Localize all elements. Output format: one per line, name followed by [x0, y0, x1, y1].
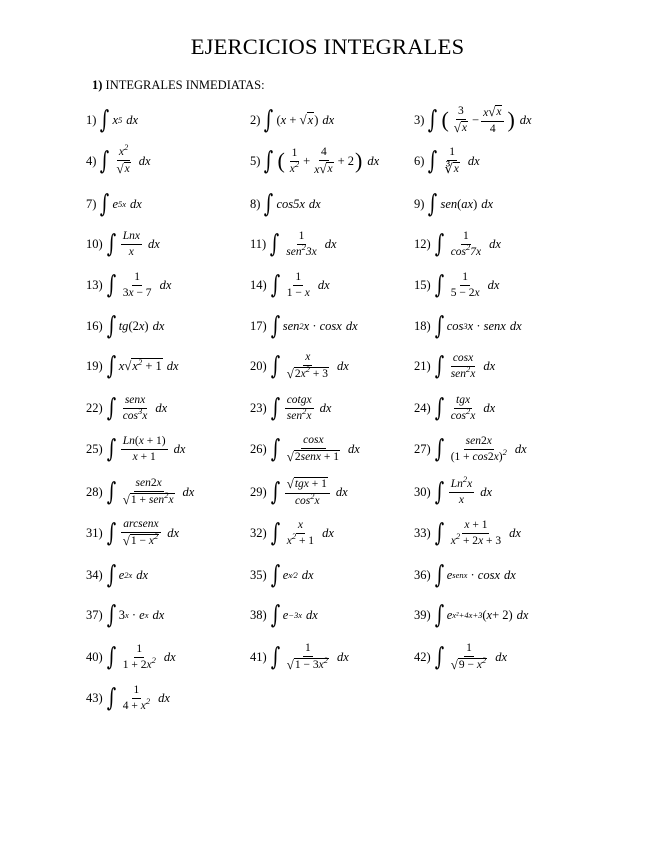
exercise-expression: $\frac{x}{x^2 + 1}$ dx	[286, 519, 334, 547]
integral-sign: ∫	[106, 517, 116, 547]
integral-sign: ∫	[106, 433, 116, 463]
exercise-item	[414, 637, 507, 677]
exercise-item	[86, 678, 170, 718]
exercise-expression: $\frac{1}{\cos^27x}$ dx	[450, 230, 501, 258]
exercise-expression: cos 3 x · senx dx	[446, 318, 522, 333]
integral-sign: ∫	[434, 310, 444, 340]
integral-sign: ∫	[270, 310, 280, 340]
exercise-item	[250, 429, 360, 469]
integral-sign: ∫	[270, 641, 280, 671]
exercise-label: 41)	[250, 649, 267, 664]
integral-sign: ∫	[434, 559, 444, 589]
exercise-item	[414, 472, 492, 512]
integral-sign: ∫	[270, 350, 280, 380]
exercise-item	[414, 513, 521, 553]
exercise-item	[86, 224, 160, 264]
exercise-label: 25)	[86, 441, 103, 456]
integral-sign: ∫	[434, 392, 444, 422]
integral-sign: ∫	[106, 682, 116, 712]
exercise-label: 4)	[86, 153, 97, 168]
exercise-label: 28)	[86, 484, 103, 499]
exercise-label: 21)	[414, 358, 431, 373]
integral-sign: ∫	[434, 641, 444, 671]
integral-sign: ∫	[106, 559, 116, 589]
exercise-expression: sen2x √ 1 + sen$^2$x dx	[122, 477, 195, 507]
integral-sign: ∫	[264, 104, 274, 134]
exercise-item	[250, 141, 379, 181]
exercise-label: 11)	[250, 236, 267, 251]
section-number: 1)	[92, 78, 103, 92]
exercise-expression: $\frac{1}{sen^23x}$ dx	[286, 230, 337, 258]
exercise-label: 17)	[250, 318, 267, 333]
exercise-label: 31)	[86, 525, 103, 540]
exercise-label: 40)	[86, 649, 103, 664]
exercise-item	[414, 429, 527, 469]
exercise-expression: ( 3 √ x − x √ x 4 ) dx	[441, 104, 532, 135]
exercise-item	[414, 141, 480, 181]
exercise-label: 24)	[414, 400, 431, 415]
exercise-expression: ( $\frac{1}{x^2}$ + 4 x √ x + 2 ) dx	[277, 146, 380, 176]
exercise-label: 8)	[250, 196, 261, 211]
exercise-item	[250, 388, 331, 428]
exercise-item	[86, 555, 148, 595]
integral-sign: ∫	[428, 145, 438, 175]
exercise-label: 38)	[250, 607, 267, 622]
exercise-expression: x √ $x^2 + 1$ dx	[118, 357, 179, 373]
integral-sign: ∫	[264, 145, 274, 175]
exercise-label: 3)	[414, 112, 425, 127]
exercise-item	[86, 141, 151, 181]
exercise-expression: sen ( ax ) dx	[440, 196, 494, 211]
exercise-expression: e senx · cosx dx	[446, 567, 516, 582]
exercise-expression: cosx √ 2senx + 1 dx	[286, 434, 360, 464]
exercise-label: 23)	[250, 400, 267, 415]
integral-sign: ∫	[270, 433, 280, 463]
exercise-item	[250, 637, 349, 677]
exercise-item	[250, 595, 318, 635]
exercise-label: 22)	[86, 400, 103, 415]
integral-sign: ∫	[434, 228, 444, 258]
integral-sign: ∫	[106, 599, 116, 629]
integral-sign: ∫	[270, 476, 280, 506]
exercise-label: 15)	[414, 277, 431, 292]
exercise-item	[250, 472, 348, 512]
exercise-expression: cos5x dx	[276, 196, 321, 211]
integral-sign: ∫	[434, 350, 444, 380]
exercise-label: 9)	[414, 196, 425, 211]
integral-sign: ∫	[100, 188, 110, 218]
exercise-item	[86, 265, 171, 305]
exercise-expression: $\frac{x + 1}{x^2 + 2x + 3}$ dx	[450, 519, 521, 547]
integral-sign: ∫	[270, 392, 280, 422]
exercise-label: 7)	[86, 196, 97, 211]
exercise-expression: $\frac{\text{sen2x}}{(1 + \cos 2x)^2}$ dx	[450, 435, 527, 463]
exercise-label: 13)	[86, 277, 103, 292]
exercise-expression: $\frac{1}{1 - x}$ dx	[286, 271, 330, 299]
section-title: INTEGRALES INMEDIATAS:	[105, 78, 265, 92]
integral-sign: ∫	[106, 641, 116, 671]
exercise-expression: tg (2 x ) dx	[118, 318, 165, 333]
exercise-expression: e 5x dx	[112, 196, 142, 211]
exercise-expression: $\frac{\text{cotgx}}{sen^2x}$ dx	[286, 394, 332, 422]
exercise-item	[250, 184, 321, 224]
exercise-item	[414, 224, 501, 264]
integral-sign: ∫	[434, 269, 444, 299]
exercise-item	[86, 184, 142, 224]
exercise-item	[414, 388, 495, 428]
page-title: EJERCICIOS INTEGRALES	[190, 34, 465, 59]
exercise-label: 14)	[250, 277, 267, 292]
exercise-expression: $\frac{1}{4 + x^2}$ dx	[122, 684, 170, 712]
exercise-item	[414, 184, 493, 224]
exercise-item	[414, 595, 528, 635]
exercise-expression: e x⁄2 dx	[282, 567, 314, 582]
integral-sign: ∫	[106, 392, 116, 422]
exercise-item	[86, 306, 164, 346]
exercise-item	[414, 265, 499, 305]
integral-sign: ∫	[434, 433, 444, 463]
exercise-label: 27)	[414, 441, 431, 456]
exercise-expression: 3 x · e x dx	[118, 607, 165, 622]
exercise-expression: $\frac{\text{tgx}}{\cos^2x}$ dx	[450, 394, 496, 422]
exercise-item	[86, 472, 194, 512]
exercise-expression: $\frac{1}{3x - 7}$ dx	[122, 271, 172, 299]
exercise-expression: $\frac{Ln^2x}{x}$ dx	[450, 474, 493, 506]
exercise-item	[414, 306, 522, 346]
exercise-item	[86, 429, 185, 469]
exercise-expression: $\frac{\text{senx}}{\cos^3x}$ dx	[122, 394, 168, 422]
exercise-expression: x √ $2x^2 + 3$ dx	[286, 351, 349, 381]
exercise-item	[250, 513, 334, 553]
exercise-expression: e 2x dx	[118, 567, 149, 582]
integral-sign: ∫	[434, 476, 444, 506]
exercise-label: 12)	[414, 236, 431, 251]
exercise-label: 19)	[86, 358, 103, 373]
exercise-expression: 1 √ $1 - 3x^2$ dx	[286, 642, 349, 672]
exercise-label: 37)	[86, 607, 103, 622]
exercise-label: 6)	[414, 153, 425, 168]
integral-sign: ∫	[270, 269, 280, 299]
integral-sign: ∫	[106, 228, 116, 258]
exercise-label: 42)	[414, 649, 431, 664]
exercise-label: 18)	[414, 318, 431, 333]
exercise-item	[414, 100, 532, 140]
integral-sign: ∫	[428, 104, 438, 134]
exercise-item	[250, 346, 349, 386]
exercise-expression: $\frac{\cos x}{sen^2x}$ dx	[450, 352, 496, 380]
exercise-label: 10)	[86, 236, 103, 251]
integral-sign: ∫	[100, 145, 110, 175]
exercise-expression: $\frac{Ln(x + 1)}{x + 1}$ dx	[122, 435, 186, 463]
integral-sign: ∫	[428, 188, 438, 218]
exercise-expression: e −3x dx	[282, 607, 318, 622]
integral-sign: ∫	[270, 517, 280, 547]
exercise-expression: $\frac{1}{5 - 2x}$ dx	[450, 271, 500, 299]
integral-sign: ∫	[270, 559, 280, 589]
exercise-expression: 1 √ $9 - x^2$ dx	[450, 642, 508, 672]
exercise-item	[250, 306, 358, 346]
exercise-expression: $\frac{\text{Lnx}}{x}$ dx	[122, 230, 160, 258]
exercise-label: 16)	[86, 318, 103, 333]
exercise-item	[86, 637, 176, 677]
exercise-expression: $\frac{1}{1 + 2x^2}$ dx	[122, 643, 176, 671]
exercise-item	[250, 265, 330, 305]
exercise-label: 2)	[250, 112, 261, 127]
exercise-expression: sen 2 x · cosx dx	[282, 318, 358, 333]
integral-sign: ∫	[106, 269, 116, 299]
integral-sign: ∫	[264, 188, 274, 218]
exercise-label: 35)	[250, 567, 267, 582]
integral-sign: ∫	[106, 310, 116, 340]
exercise-expression: x 5 dx	[112, 112, 139, 127]
exercise-item	[86, 388, 167, 428]
exercise-item	[414, 346, 495, 386]
exercise-item	[86, 595, 164, 635]
exercise-label: 33)	[414, 525, 431, 540]
exercise-label: 29)	[250, 484, 267, 499]
exercise-expression: e x²+4x+3 ( x + 2) dx	[446, 607, 529, 622]
exercise-item	[414, 555, 516, 595]
integral-sign: ∫	[434, 517, 444, 547]
integral-sign: ∫	[270, 599, 280, 629]
exercise-label: 39)	[414, 607, 431, 622]
exercise-item	[86, 346, 179, 386]
exercise-item	[86, 100, 138, 140]
exercise-label: 20)	[250, 358, 267, 373]
integral-sign: ∫	[270, 228, 280, 258]
exercise-item	[250, 100, 334, 140]
exercise-label: 43)	[86, 690, 103, 705]
integral-sign: ∫	[106, 476, 116, 506]
exercise-expression: √ tgx + 1 $\cos^2x$ dx	[286, 476, 348, 507]
exercise-label: 34)	[86, 567, 103, 582]
exercise-expression: arcsenx √ $1 - x^2$ dx	[122, 518, 180, 548]
exercise-item	[86, 513, 179, 553]
exercise-expression: ( x + √ x ) dx	[276, 112, 335, 127]
exercise-expression: $x^2$ √ x dx	[116, 142, 151, 176]
integral-sign: ∫	[106, 350, 116, 380]
integral-sign: ∫	[100, 104, 110, 134]
exercise-label: 36)	[414, 567, 431, 582]
exercise-expression: 1 ∛ x dx	[444, 146, 480, 176]
exercise-label: 1)	[86, 112, 97, 127]
exercise-label: 26)	[250, 441, 267, 456]
exercise-item	[250, 224, 337, 264]
integral-sign: ∫	[434, 599, 444, 629]
exercise-label: 30)	[414, 484, 431, 499]
exercise-item	[250, 555, 314, 595]
exercise-label: 32)	[250, 525, 267, 540]
exercise-label: 5)	[250, 153, 261, 168]
